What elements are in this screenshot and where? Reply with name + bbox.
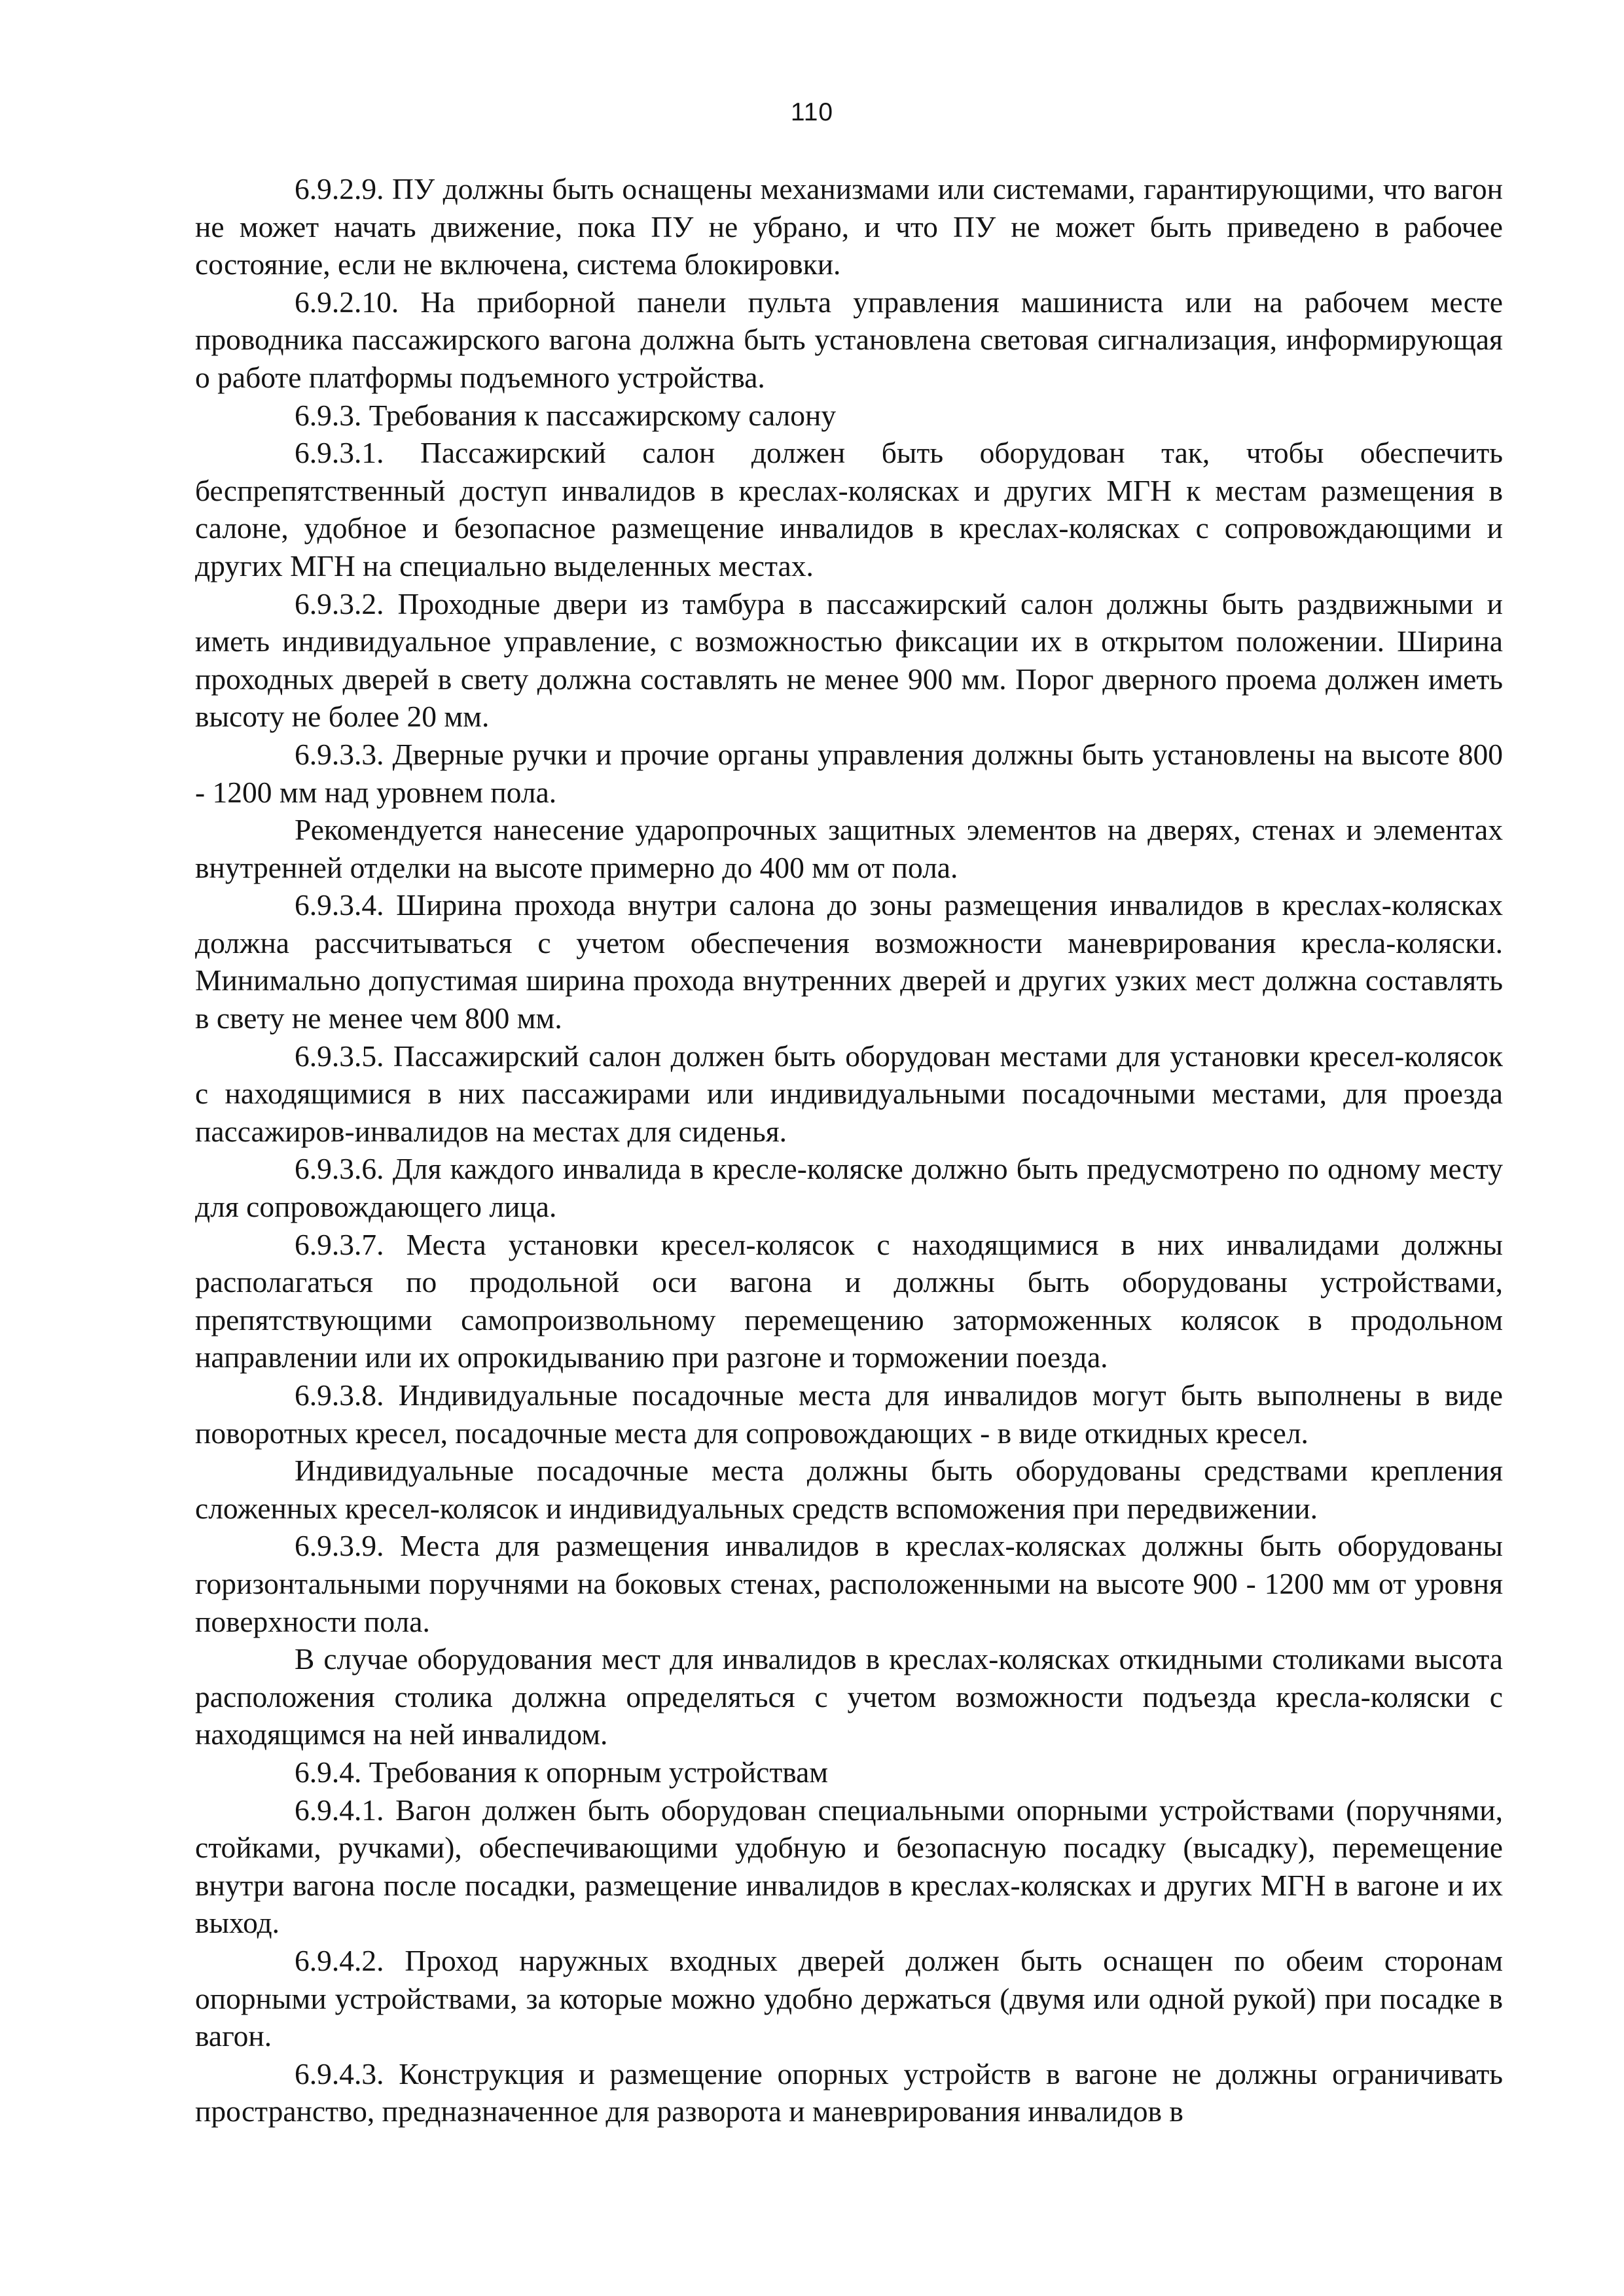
paragraph-6-9-3-2: 6.9.3.2. Проходные двери из тамбура в пассажирский салон должны быть раздвижными и иметь индивидуальное управление, с возможностью фиксации их в открытом положении. Ширина проходных дверей в свету должна составлять не менее 900 мм. Порог дверного проема должен иметь высоту не более 20 мм. (195, 586, 1503, 734)
paragraph-6-9-3-6: 6.9.3.6. Для каждого инвалида в кресле-коляске должно быть предусмотрено по одному месту для сопровождающего лица. (195, 1152, 1503, 1224)
paragraph-6-9-4-1: 6.9.4.1. Вагон должен быть оборудован специальными опорными устройствами (поручнями, стойками, ручками), обеспечивающими удобную и безопасную посадку (высадку), перемещение внутри вагона после посадки, размещение инвалидов в креслах-колясках и других МГН в вагоне и их выход. (195, 1793, 1503, 1940)
paragraph-6-9-3-8: 6.9.3.8. Индивидуальные посадочные места для инвалидов могут быть выполнены в виде поворотных кресел, посадочные места для сопровождающих - в виде откидных кресел. (195, 1378, 1503, 1450)
paragraph-6-9-2-10: 6.9.2.10. На приборной панели пульта управления машиниста или на рабочем месте проводника пассажирского вагона должна быть установлена световая сигнализация, информирующая о работе платформы подъемного устройства. (195, 285, 1503, 394)
paragraph-6-9-2-9: 6.9.2.9. ПУ должны быть оснащены механизмами или системами, гарантирующими, что вагон не может начать движение, пока ПУ не убрано, и что ПУ не может быть приведено в рабочее состояние, если не включена, система блокировки. (195, 172, 1503, 281)
paragraph-recommendation: Рекомендуется нанесение ударопрочных защитных элементов на дверях, стенах и элементах внутренней отделки на высоте примерно до 400 мм от пола. (195, 813, 1503, 884)
paragraph-6-9-4-3: 6.9.4.3. Конструкция и размещение опорных устройств в вагоне не должны ограничивать пространство, предназначенное для разворота и маневрирования инвалидов в (195, 2056, 1503, 2128)
paragraph-6-9-3-5: 6.9.3.5. Пассажирский салон должен быть оборудован местами для установки кресел-колясок с находящимися в них пассажирами или индивидуальными посадочными местами, для проезда пассажиров-инвалидов на местах для сиденья. (195, 1039, 1503, 1148)
paragraph-6-9-4-2: 6.9.4.2. Проход наружных входных дверей должен быть оснащен по обеим сторонам опорными устройствами, за которые можно удобно держаться (двумя или одной рукой) при посадке в вагон. (195, 1943, 1503, 2053)
paragraph-6-9-3-1: 6.9.3.1. Пассажирский салон должен быть оборудован так, чтобы обеспечить беспрепятственный доступ инвалидов в креслах-колясках и других МГН к местам размещения в салоне, удобное и безопасное размещение инвалидов в креслах-колясках с сопровождающими и других МГН на специально выделенных местах. (195, 436, 1503, 583)
document-body (195, 170, 1503, 2130)
paragraph-6-9-3-4: 6.9.3.4. Ширина прохода внутри салона до зоны размещения инвалидов в креслах-колясках должна рассчитываться с учетом обеспечения возможности маневрирования кресла-коляски. Минимально допустимая ширина прохода внутренних дверей и других узких мест должна составлять в свету не менее чем 800 мм. (195, 888, 1503, 1035)
paragraph-6-9-3-3: 6.9.3.3. Дверные ручки и прочие органы управления должны быть установлены на высоте 800 - 1200 мм над уровнем пола. (195, 737, 1503, 809)
paragraph-individual-seats: Индивидуальные посадочные места должны быть оборудованы средствами крепления сложенных кресел-колясок и индивидуальных средств вспоможения при передвижении. (195, 1454, 1503, 1525)
paragraph-6-9-3-9: 6.9.3.9. Места для размещения инвалидов в креслах-колясках должны быть оборудованы горизонтальными поручнями на боковых стенах, расположенными на высоте 900 - 1200 мм от уровня поверхности пола. (195, 1529, 1503, 1638)
paragraph-6-9-3-7: 6.9.3.7. Места установки кресел-колясок с находящимися в них инвалидами должны располагаться по продольной оси вагона и должны быть оборудованы устройствами, препятствующими самопроизвольному перемещению заторможенных колясок в продольном направлении или их опрокидыванию при разгоне и торможении поезда. (195, 1227, 1503, 1374)
paragraph-folding-tables: В случае оборудования мест для инвалидов в креслах-колясках откидными столиками высота расположения столика должна определяться с учетом возможности подъезда кресла-коляски с находящимся на ней инвалидом. (195, 1642, 1503, 1751)
section-heading-6-9-4: 6.9.4. Требования к опорным устройствам (295, 1755, 829, 1789)
section-heading-6-9-3: 6.9.3. Требования к пассажирскому салону (295, 398, 837, 432)
page-number: 110 (790, 98, 834, 126)
